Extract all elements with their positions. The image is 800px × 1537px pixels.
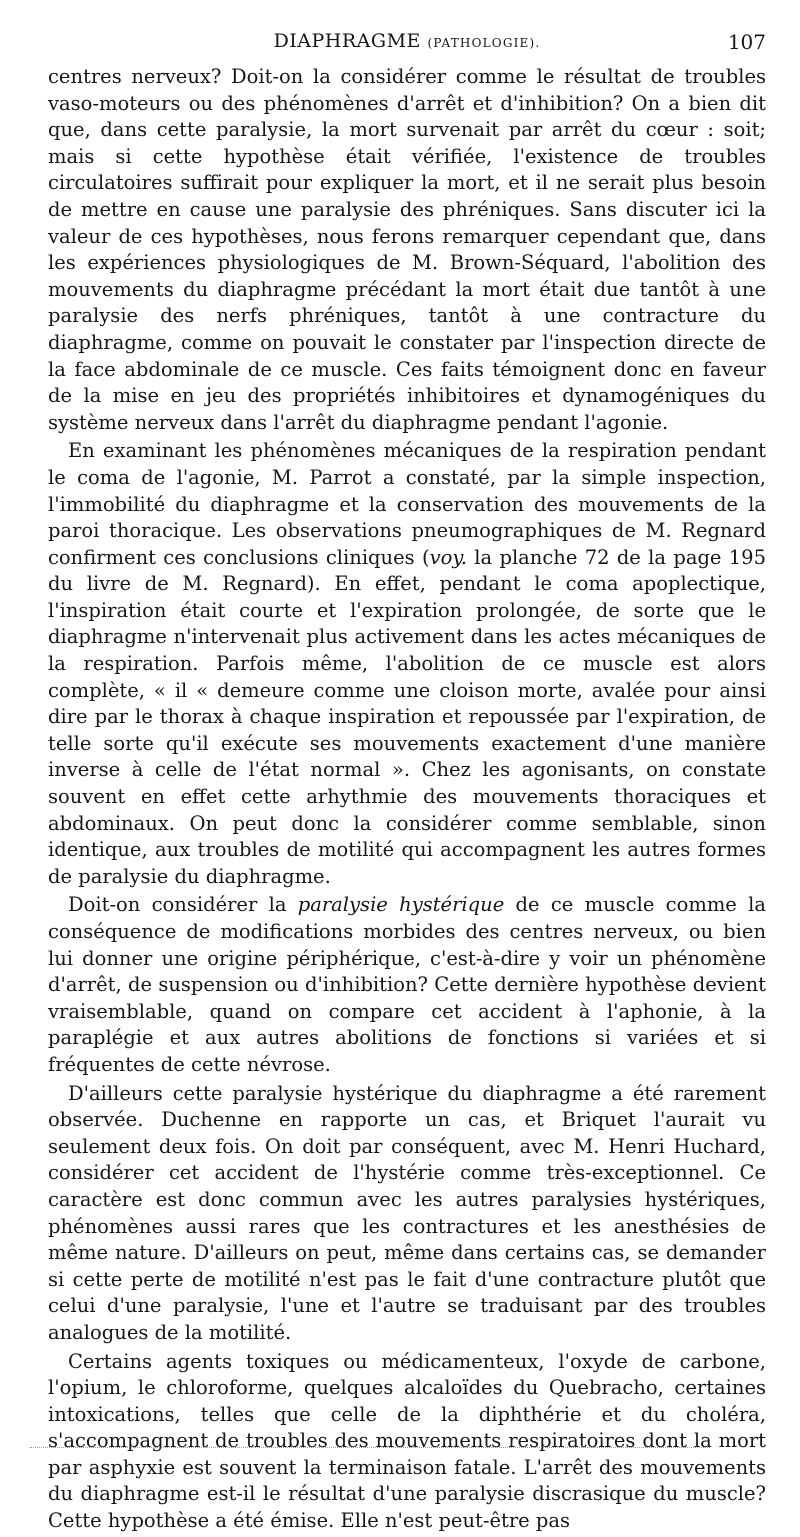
paragraph-2 [48,438,766,890]
body-text [48,64,766,1537]
paragraph-text: Doit-on considérer la [68,893,298,917]
italic-term: paralysie hystérique [297,893,505,917]
head-title-main: DIAPHRAGME [273,30,421,52]
bottom-rule [30,1447,710,1448]
paragraph-5 [48,1349,766,1535]
paragraph-text: D'ailleurs cette paralysie hystérique du diaphragme a été rarement observée. Duchenne en rapporte un cas, et Briquet l'aurait vu seulement deux fois. On doit par conséquent, avec M. Henri Huchard, considérer cet accident de l'hystérie comme très-exceptionnel. Ce caractère est donc commun avec les autres paralysies hystériques, phénomènes aussi rares que les contractures et les anesthésies de même nature. D'ailleurs on peut, même dans certains cas, se demander si cette perte de motilité n'est pas le fait d'une contracture plutôt que celui d'une paralysie, l'une et l'autre se traduisant par des troubles analogues de la motilité. [48,1081,766,1344]
paragraph-4 [48,1081,766,1347]
paragraph-text: Certains agents toxiques ou médicamenteux, l'oxyde de carbone, l'opium, le chloroforme, quelques alcaloïdes du Quebracho, certaines intoxications, telles que celle de la diphthérie et du choléra, s'accompagnent de troubles des mouvements respiratoires dont la mort par asphyxie est souvent la terminaison fatale. L'arrêt des mouvements du diaphragme est-il le résultat d'une paralysie discrasique du muscle? Cette hypothèse a été émise. Elle n'est peut-être pas [48,1349,766,1533]
paragraph-3 [48,892,766,1078]
paragraph-text: En examinant les phénomènes mécaniques de la respiration pendant le coma de l'agonie, M. Parrot a constaté, par la simple inspection, l'immobilité du diaphragme et la conservation des mouvements de la paroi thoracique. Les observations pneumographiques de M. Regnard confirment ces conclusions cliniques ( [48,439,766,569]
running-head [48,30,766,60]
head-title-section: (PATHOLOGIE). [427,36,541,50]
paragraph-text: de ce muscle comme la conséquence de modifications morbides des centres nerveux, ou bien lui donner une origine périphérique, c'est-à-dire y voir un phénomène d'arrêt, de suspension ou d'inhibition? Cette dernière hypothèse devient vraisemblable, quand on compare cet accident à l'aphonie, à la paraplégie et aux autres abolitions de fonctions si variées et si fréquentes de cette névrose. [48,893,767,1076]
running-head-title [48,30,766,52]
paragraph-text: centres nerveux? Doit-on la considérer comme le résultat de troubles vaso-moteurs ou des phénomènes d'arrêt et d'inhibition? On a bien dit que, dans cette paralysie, la mort survenait par arrêt du cœur : soit; mais si cette hypothèse était vérifiée, l'existence de troubles circulatoires suffirait pour expliquer la mort, et il ne serait plus besoin de mettre en cause une paralysie des phréniques. Sans discuter ici la valeur de ces hypothèses, nous ferons remarquer cependant que, dans les expériences physiologiques de M. Brown-Séquard, l'abolition des mouvements du diaphragme précédant la mort était due tantôt à une paralysie des nerfs phréniques, tantôt à une contracture du diaphragme, comme on pouvait le constater par l'inspection directe de la face abdominale de ce muscle. Ces faits témoignent donc en faveur de la mise en jeu des propriétés inhibitoires et dynamogéniques du système nerveux dans l'arrêt du diaphragme pendant l'agonie. [48,65,766,434]
italic-abbreviation: voy. [429,545,467,569]
page-number: 107 [727,30,766,54]
paragraph-text: la planche 72 de la page 195 du livre de M. Regnard). En effet, pendant le coma apoplectique, l'inspiration était courte et l'expiration prolongée, de sorte que le diaphragme n'intervenait plus activement dans les actes mécaniques de la respiration. Parfois même, l'abolition de ce muscle est alors complète, « il « demeure comme une cloison morte, avalée pour ainsi dire par le thorax à chaque inspiration et repoussée par l'expiration, de telle sorte qu'il exécute ses mouvements exactement d'une manière inverse à celle de l'état normal ». Chez les agonisants, on constate souvent en effet cette arhythmie des mouvements thoraciques et abdominaux. On peut donc la considérer comme semblable, sinon identique, aux troubles de motilité qui accompagnent les autres formes de paralysie du diaphragme. [48,545,766,888]
paragraph-1 [48,64,766,436]
